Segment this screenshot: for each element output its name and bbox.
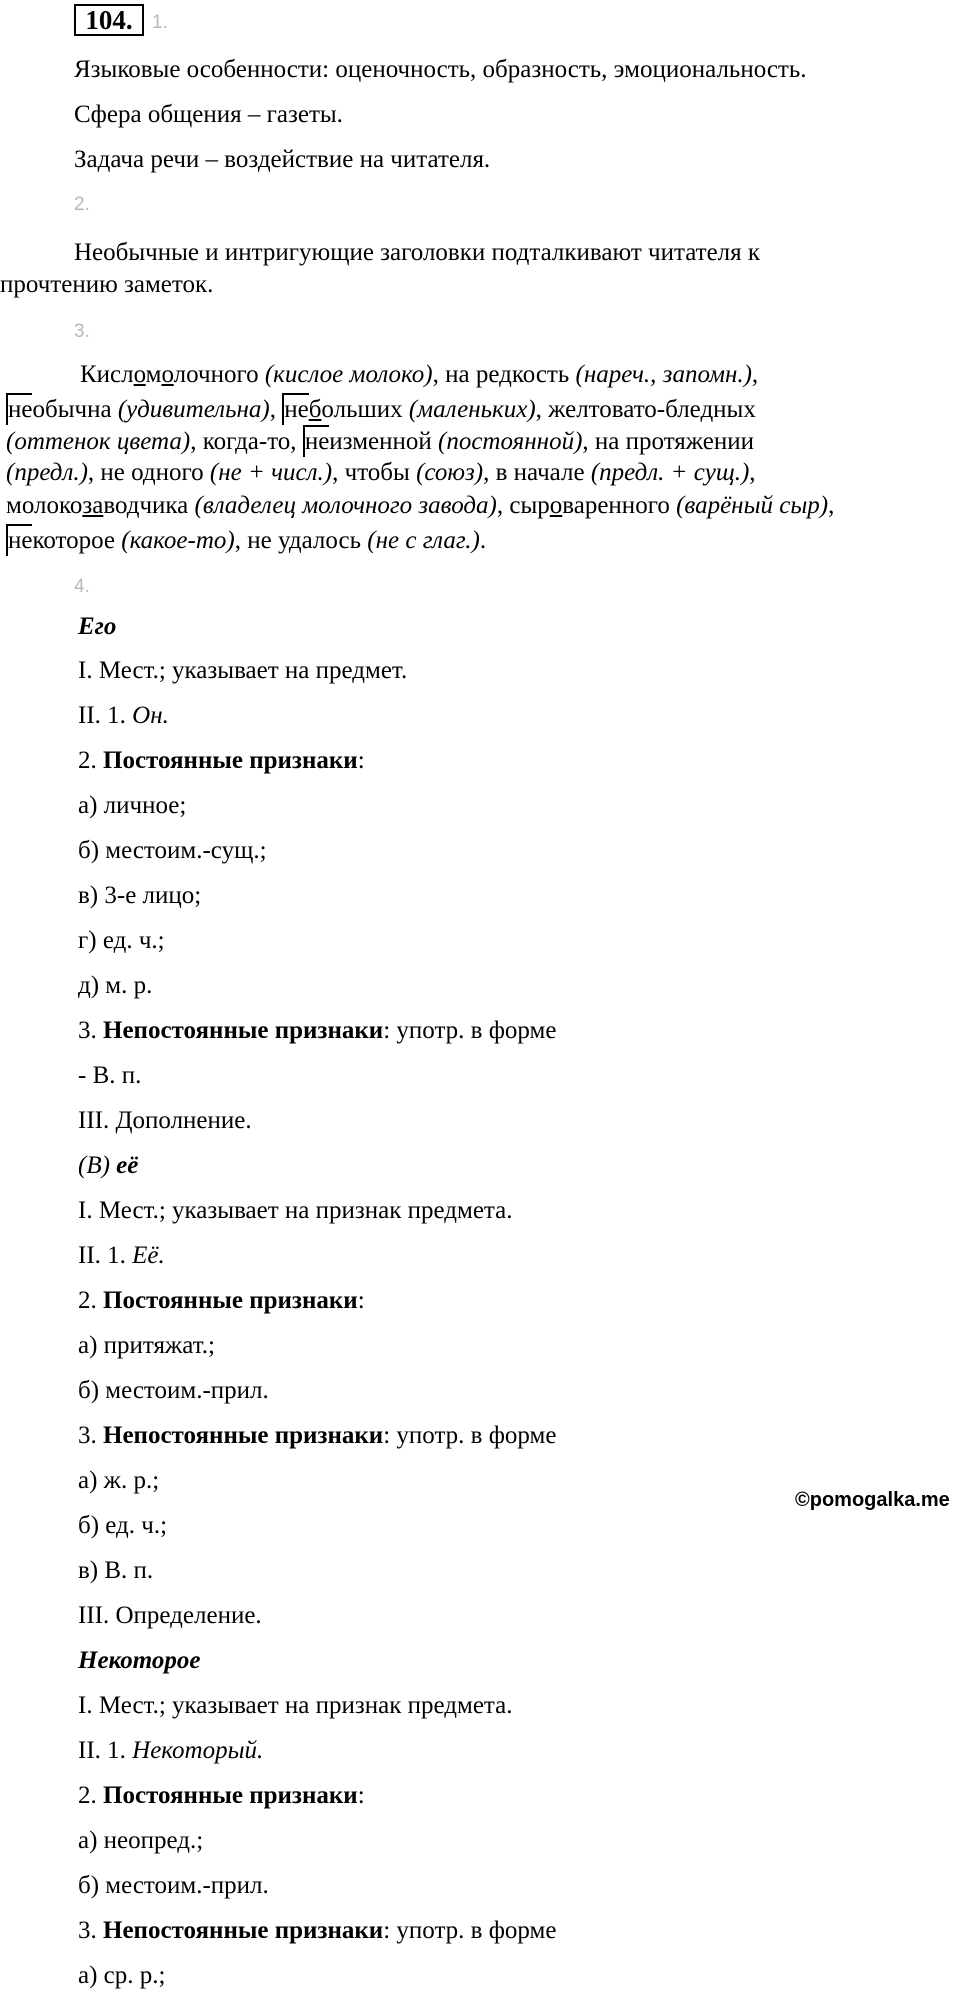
ego-line-1: I. Мест.; указывает на предмет. [78,657,408,684]
ego-line-5: б) местоим.-сущ.; [78,837,267,864]
ego-line-8: д) м. р. [78,972,153,999]
ee-line-10: III. Определение. [78,1602,262,1629]
s1-line-2: Сфера общения – газеты. [74,101,343,128]
ee-line-1: I. Мест.; указывает на признак предмета. [78,1197,513,1224]
ego-line-3: 2. Постоянные признаки: [78,747,365,774]
ego-title: Его [78,613,117,640]
nek-line-7: а) ср. р.; [78,1962,166,1989]
ego-line-2: II. 1. Он. [78,702,169,729]
ego-line-9: 3. Непостоянные признаки: употр. в форме [78,1017,557,1044]
nek-title: Некоторое [78,1647,201,1674]
s3-line-1: Кисломолочного (кислое молоко), на редкость (нареч., запомн.), [80,361,759,388]
prefix-mark: не [303,425,329,457]
prefix-mark: не [6,524,32,556]
s1-line-3: Задача речи – воздействие на читателя. [74,146,491,173]
ee-title: (В) её [78,1152,139,1179]
nek-line-6: 3. Непостоянные признаки: употр. в форме [78,1917,557,1944]
nek-line-1: I. Мест.; указывает на признак предмета. [78,1692,513,1719]
ee-line-6: 3. Непостоянные признаки: употр. в форме [78,1422,557,1449]
ego-line-4: а) личное; [78,792,187,819]
watermark: ©pomogalka.me [795,1489,950,1511]
marker-2: 2. [74,194,90,215]
ego-line-11: III. Дополнение. [78,1107,252,1134]
s3-line-5: молокозаводчика (владелец молочного завода), сыроваренного (варёный сыр), [6,492,835,519]
s3-line-6: некоторое (какое-то), не удалось (не с глаг.). [6,524,486,556]
nek-line-2: II. 1. Некоторый. [78,1737,264,1764]
ee-line-5: б) местоим.-прил. [78,1377,269,1404]
s3-line-3: (оттенок цвета), когда-то, неизменной (постоянной), на протяжении [6,425,754,457]
ee-line-9: в) В. п. [78,1557,154,1584]
exercise-number: 104. [74,4,144,36]
marker-3: 3. [74,321,90,342]
ee-line-4: а) притяжат.; [78,1332,215,1359]
ego-line-7: г) ед. ч.; [78,927,165,954]
nek-line-4: а) неопред.; [78,1827,204,1854]
s2-line-1: Необычные и интригующие заголовки подталкивают читателя к [74,239,761,266]
ee-line-3: 2. Постоянные признаки: [78,1287,365,1314]
prefix-mark: не [6,393,32,425]
ee-line-2: II. 1. Её. [78,1242,165,1269]
ego-line-10: - В. п. [78,1062,142,1089]
nek-line-5: б) местоим.-прил. [78,1872,269,1899]
ee-line-8: б) ед. ч.; [78,1512,168,1539]
marker-1: 1. [152,12,168,33]
s3-line-4: (предл.), не одного (не + числ.), чтобы (союз), в начале (предл. + сущ.), [6,459,756,486]
marker-4: 4. [74,576,90,597]
s2-line-2: прочтению заметок. [0,271,214,298]
prefix-mark: не [282,393,308,425]
s3-line-2: необычна (удивительна), небольших (маленьких), желтовато-бледных [6,393,756,425]
nek-line-3: 2. Постоянные признаки: [78,1782,365,1809]
ee-line-7: а) ж. р.; [78,1467,160,1494]
s1-line-1: Языковые особенности: оценочность, образность, эмоциональность. [74,56,807,83]
ego-line-6: в) 3-е лицо; [78,882,202,909]
